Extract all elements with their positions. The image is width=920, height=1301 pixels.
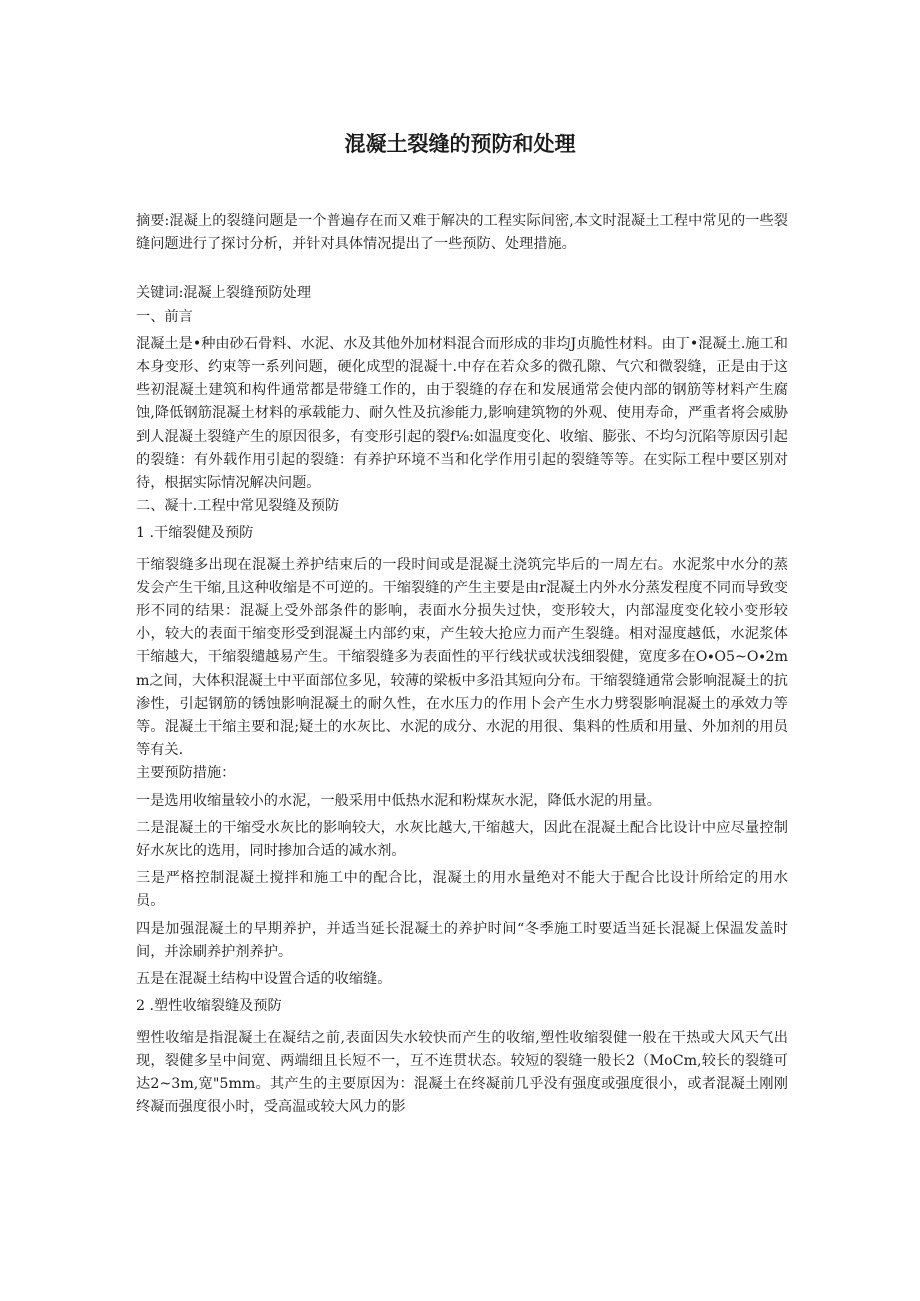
section-heading-common-cracks: 二、凝十.工程中常见裂缝及预防 — [136, 498, 340, 515]
subsection-heading-plastic-shrinkage: 2 .塑性收缩裂缝及预防 — [136, 998, 282, 1015]
measures-heading: 主要预防措施： — [136, 765, 236, 782]
measure-item-3: 三是严格控制混凝土搅拌和施工中的配合比，混凝土的用水量绝对不能大于配合比设计所给定的用水员。 — [136, 870, 788, 910]
intro-paragraph: 混凝土是•种由砂石骨料、水泥、水及其他外加材料混合而形成的非均J贞脆性材料。由丁•混凝土.施工和本身变形、约束等一系列问题，硬化成型的混凝十.中存在若众多的微孔隙、气穴和微裂缝，正是由于这些初混凝土建筑和构件通常都是带缝工作的，由于裂缝的存在和发展通常会使内部的钢筋等材料产生腐蚀,降低钢筋混凝土材料的承载能力、耐久性及抗渗能力,影响建筑物的外观、使用寿命，严重者将会威胁到人混凝土裂缝产生的原因很多，有变形引起的裂f⅛:如温度变化、收缩、膨张、不均匀沉陷等原因引起的裂缝：有外载作用引起的裂缝：有养护环境不当和化学作用引起的裂缝等等。在实际工程中要区别对待，根据实际情况解决问题。 — [136, 335, 788, 492]
subsection-heading-drying-shrinkage: 1 .干缩裂健及预防 — [136, 525, 254, 542]
drying-shrinkage-paragraph: 干缩裂缝多出现在混凝土养护结束后的一段时间或是混凝土浇筑完毕后的一周左右。水泥浆中水分的蒸发会产生干缩,且这种收缩是不可逆的。干缩裂缝的产生主要是由r混凝土内外水分蒸发程度不同而导致变形不同的结果：混凝上受外部条件的影响，表面水分损失过快，变形较大，内部湿度变化较小变形较小，较大的表面干缩变形受到混凝土内部约束，产生较大抢应力而产生裂缝。相对湿度越低，水泥浆体干缩越大，干缩裂缱越易产生。干缩裂缝多为表面性的平行线状或状浅细裂健，宽度多在O∙O5~O∙2mm之间，大体积混凝土中平面部位多见，较薄的梁板中多沿其短向分布。干缩裂缝通常会影响混凝土的抗渗性，引起钢筋的锈蚀影响混凝土的耐久性，在水压力的作用卜会产生水力劈裂影响混凝土的承效力等等。混凝土干缩主要和混;疑土的水灰比、水泥的成分、水泥的用很、集料的性质和用量、外加剂的用员等有关. — [136, 556, 788, 759]
document-body — [136, 210, 788, 1119]
measure-item-2: 二是混凝土的干缩受水灰比的影响较大，水灰比越大,干缩越大，因此在混凝土配合比设计中应尽量控制好水灰比的选用，同时掺加合适的减水剂。 — [136, 819, 788, 860]
measure-item-1: 一是选用收缩量较小的水泥，一般采用中低热水泥和粉煤灰水泥，降低水泥的用量。 — [136, 792, 661, 809]
section-heading-intro: 一、前言 — [136, 308, 193, 325]
document-title: 混凝土裂缝的预防和处理 — [344, 132, 576, 156]
plastic-shrinkage-paragraph: 塑性收缩是指混凝土在凝结之前,表面因失水较快而产生的收缩,塑性收缩裂健一般在干热或大风天气出现，裂健多呈中间宽、两端细且长短不一，互不连贯状态。较短的裂缝一般长2（MoCm,较长的裂缝可达2~3m,宽"5mm。其产生的主要原因为：混凝土在终凝前几乎没有强度或强度很小，或者混凝土刚刚终凝而强度很小时，受高温或较大风力的影 — [136, 1029, 788, 1116]
measure-item-4: 四是加强混凝土的早期养护，并适当延长混凝土的养护时间“冬季施工时要适当延长混凝上保温发盖时间，并涂刷养护剂养护。 — [136, 920, 788, 960]
abstract-paragraph: 摘要:混凝上的裂缝问题是一个普遍存在而又难于解决的工程实际间密,本文时混凝土工程中常见的一些裂缝问题进行了探讨分析，并针对具体情况提出了一些预防、处理措施。 — [136, 213, 788, 253]
measure-item-5: 五是在混凝土结构中设置合适的收缩缝。 — [136, 971, 392, 988]
keywords-line: 关键词:混凝上裂缝预防处理 — [136, 285, 312, 302]
